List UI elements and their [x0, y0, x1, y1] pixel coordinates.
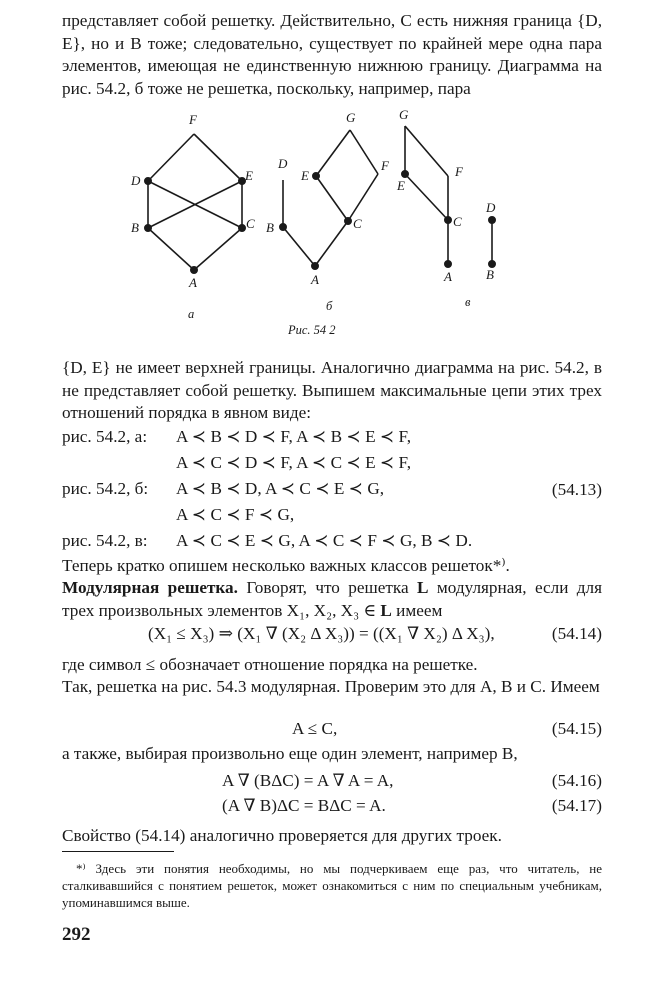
- node-label-C: C: [453, 214, 462, 229]
- modular-paragraph: [62, 577, 602, 622]
- chain-a-line-1: A ≺ B ≺ D ≺ F, A ≺ B ≺ E ≺ F,: [176, 427, 412, 446]
- diagram-b: [280, 130, 378, 269]
- paragraph-2: {D, E} не имеет верхней границы. Аналогично диаграмма на рис. 54.2, в не представляет собой решетку. Выпишем максимальные цепи этих трех отношений порядка в явном виде:: [62, 358, 602, 422]
- diagram-a: [145, 134, 245, 273]
- equation-54-14: [62, 624, 602, 648]
- chain-b-line-1: A ≺ B ≺ D, A ≺ C ≺ E ≺ G,: [176, 479, 385, 498]
- node-label-G: G: [346, 110, 356, 125]
- node-label-F: F: [381, 158, 389, 173]
- chain-c-line-1: A ≺ C ≺ E ≺ G, A ≺ C ≺ F ≺ G, B ≺ D.: [176, 531, 473, 550]
- chain-b-line-2: A ≺ C ≺ F ≺ G,: [176, 505, 295, 524]
- node-label-B: B: [486, 267, 494, 282]
- paragraph-3: Теперь кратко опишем несколько важных классов решеток*⁾.: [62, 556, 510, 575]
- node-label-D: D: [486, 200, 496, 215]
- page-number: 292: [62, 924, 91, 945]
- modular-text-3: имеем: [396, 600, 443, 620]
- equation-number: (54.17): [551, 796, 602, 815]
- lattice-symbol: L: [417, 578, 429, 597]
- equation-54-17: [62, 796, 602, 820]
- intro-paragraph: представляет собой решетку. Действительно, C есть нижняя граница {D, E}, но и B тоже; следовательно, существует по крайней мере одна пара элементов, имеющая не единственную нижнюю границу. Диаграмма на рис. 54.2, б тоже не решетка, поскольку, например, пара: [62, 11, 602, 98]
- node-label-A: A: [444, 269, 452, 284]
- node-label-B: B: [131, 220, 139, 235]
- node-label-E: E: [397, 178, 405, 193]
- diagram-c: [402, 126, 495, 267]
- lattice-symbol-2: L: [380, 600, 392, 620]
- node-label-C: C: [353, 216, 362, 231]
- footnote-divider: [62, 851, 174, 852]
- equation-formula: A ≤ C,: [292, 719, 338, 738]
- chain-a-line-2: A ≺ C ≺ D ≺ F, A ≺ C ≺ E ≺ F,: [176, 453, 412, 472]
- node-label-A: A: [189, 275, 197, 290]
- equation-formula: (X₁ ≤ X₃) ⇒ (X₁ ∇ (X₂ Δ X₃)) = ((X₁ ∇ X₂) Δ X₃),: [148, 624, 495, 643]
- equation-number-54-13: (54.13): [551, 480, 602, 499]
- equation-54-15: [62, 719, 602, 743]
- equation-number: (54.14): [551, 624, 602, 643]
- node-label-F: F: [455, 164, 463, 179]
- equation-formula: (A ∇ B)ΔC = BΔC = A.: [222, 796, 386, 815]
- node-label-E: E: [301, 168, 309, 183]
- paragraph-6: а также, выбирая произвольно еще один элемент, например B,: [62, 744, 518, 763]
- modular-heading: Модулярная решетка.: [62, 578, 238, 597]
- diagram-a-label: а: [188, 307, 195, 321]
- modular-text-1: Говорят, что решетка: [246, 578, 409, 597]
- node-label-D: D: [131, 173, 141, 188]
- chain-c-prefix: рис. 54.2, в:: [62, 531, 148, 550]
- equation-54-16: [62, 771, 602, 795]
- figure-caption: Рис. 54 2: [288, 323, 336, 337]
- node-label-G: G: [399, 107, 409, 122]
- node-label-D: D: [278, 156, 288, 171]
- equation-formula: A ∇ (BΔC) = A ∇ A = A,: [222, 771, 394, 790]
- node-label-B: B: [266, 220, 274, 235]
- diagram-b-label: б: [326, 299, 333, 313]
- diagram-c-label: в: [465, 295, 471, 309]
- footnote: *⁾ Здесь эти понятия необходимы, но мы подчеркиваем еще раз, что читатель, не сталкивавшийся с понятием решеток, может ознакомиться с ним по специальным учебникам, упоминавшимся выше.: [62, 861, 602, 910]
- equation-number: (54.16): [551, 771, 602, 790]
- paragraph-4: где символ ≤ обозначает отношение порядка на решетке.: [62, 655, 478, 674]
- paragraph-7: Свойство (54.14) аналогично проверяется для других троек.: [62, 826, 502, 845]
- node-label-E: E: [245, 168, 253, 183]
- node-label-A: A: [311, 272, 319, 287]
- equation-number: (54.15): [551, 719, 602, 738]
- node-label-C: C: [246, 216, 255, 231]
- chain-b-prefix: рис. 54.2, б:: [62, 479, 149, 498]
- chain-a-prefix: рис. 54.2, а:: [62, 427, 148, 446]
- modular-text-2: модулярная, если для трех произвольных элементов X₁, X₂, X₃ ∈: [62, 578, 603, 620]
- figure-54-2: [100, 104, 540, 344]
- node-label-F: F: [189, 112, 197, 127]
- paragraph-5: Так, решетка на рис. 54.3 модулярная. Проверим это для A, B и C. Имеем: [62, 677, 600, 696]
